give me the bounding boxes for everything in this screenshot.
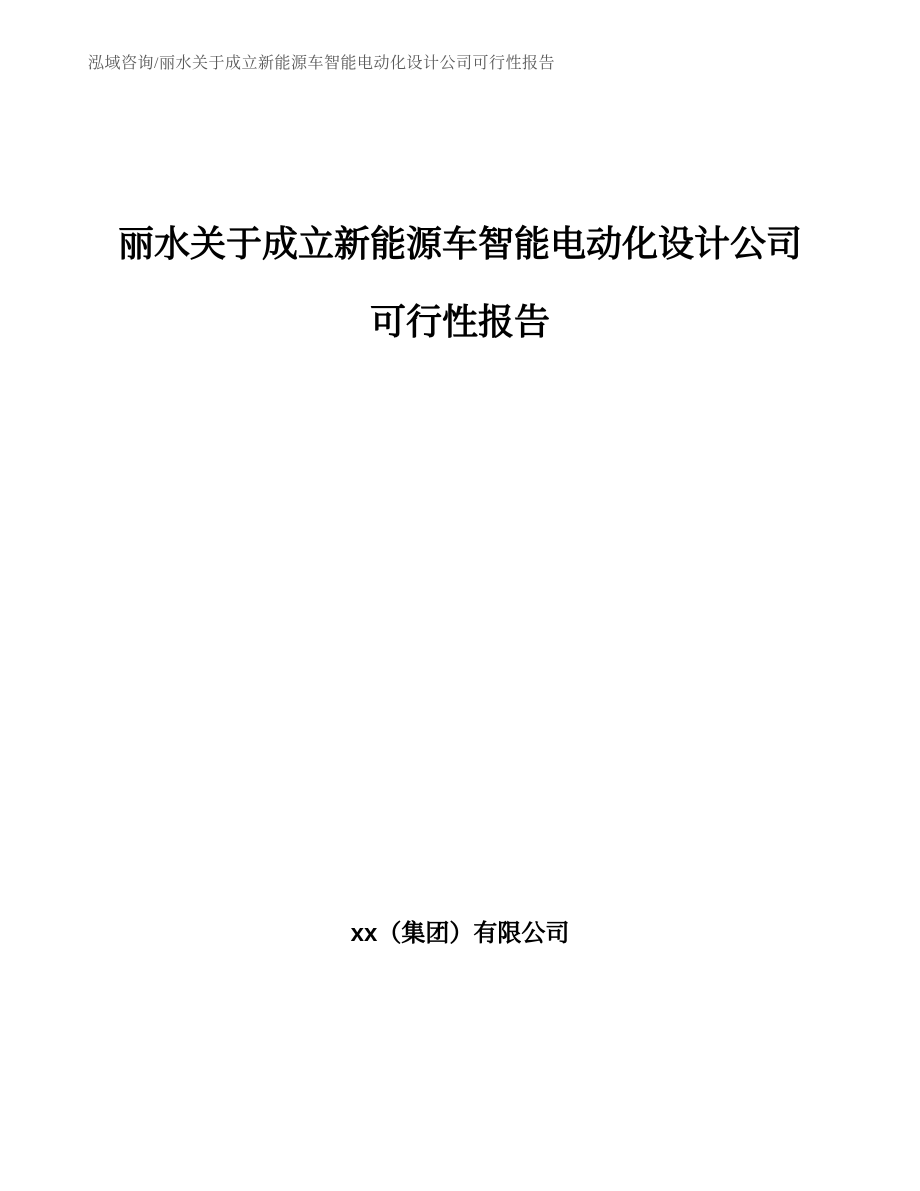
document-title-line1: 丽水关于成立新能源车智能电动化设计公司	[117, 223, 802, 264]
document-header-line: 泓域咨询/丽水关于成立新能源车智能电动化设计公司可行性报告	[88, 55, 555, 72]
document-title-line2: 可行性报告	[369, 301, 550, 342]
company-name: xx（集团）有限公司	[350, 920, 570, 947]
